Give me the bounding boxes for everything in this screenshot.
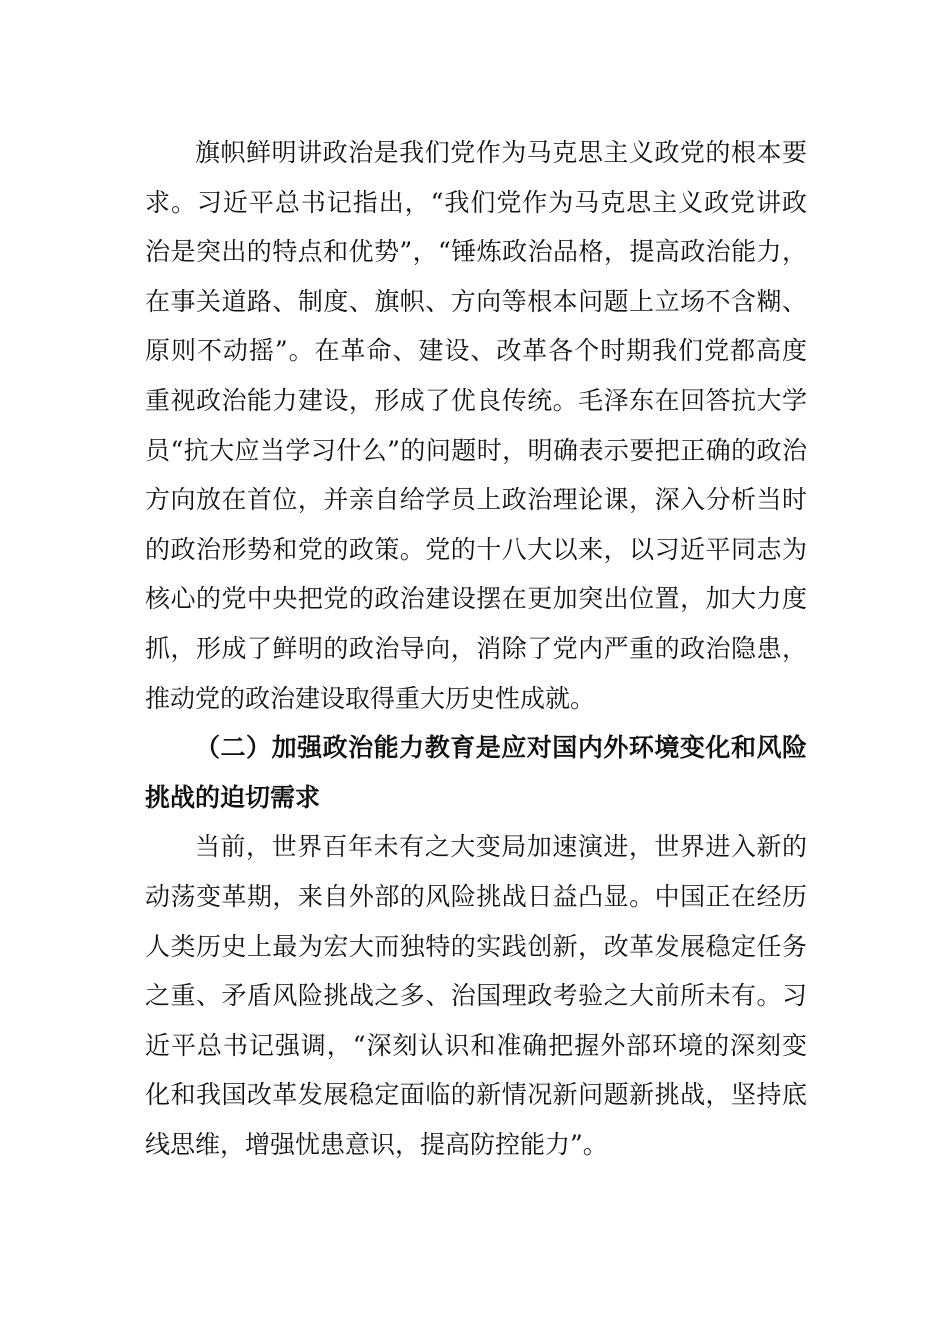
body-paragraph: 当前，世界百年未有之大变局加速演进，世界进入新的动荡变革期，来自外部的风险挑战日益凸显。中国正在经历人类历史上最为宏大而独特的实践创新，改革发展稳定任务之重、矛盾风险挑战之多、治国理政考验之大前所未有。习近平总书记强调，“深刻认识和准确把握外部环境的深刻变化和我国改革发展稳定面临的新情况新问题新挑战，坚持底线思维，增强忧患意识，提高防控能力”。 bbox=[145, 832, 807, 1159]
section-heading: （二）加强政治能力教育是应对国内外环境变化和风险挑战的迫切需求 bbox=[145, 733, 807, 812]
body-paragraph: 旗帜鲜明讲政治是我们党作为马克思主义政党的根本要求。习近平总书记指出，“我们党作为马克思主义政党讲政治是突出的特点和优势”，“锤炼政治品格，提高政治能力，在事关道路、制度、旗帜、方向等根本问题上立场不含糊、原则不动摇”。在革命、建设、改革各个时期我们党都高度重视政治能力建设，形成了优良传统。毛泽东在回答抗大学员“抗大应当学习什么”的问题时，明确表示要把正确的政治方向放在首位，并亲自给学员上政治理论课，深入分析当时的政治形势和党的政策。党的十八大以来，以习近平同志为核心的党中央把党的政治建设摆在更加突出位置，加大力度抓，形成了鲜明的政治导向，消除了党内严重的政治隐患，推动党的政治建设取得重大历史性成就。 bbox=[145, 138, 807, 713]
document-body bbox=[145, 128, 807, 1169]
